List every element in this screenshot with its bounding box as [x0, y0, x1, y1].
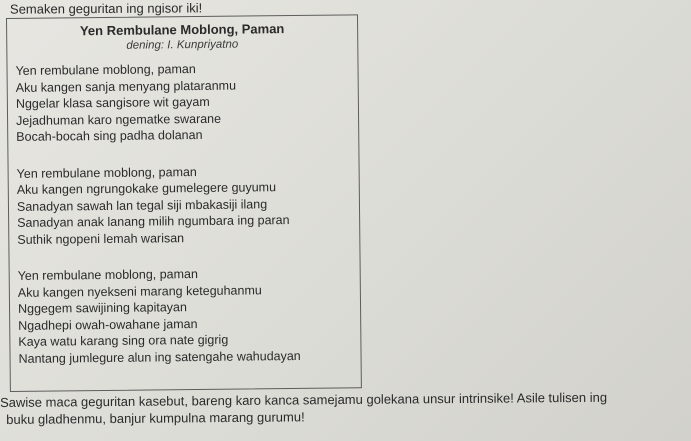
stanza-3 [18, 265, 301, 367]
poem-line: Aku kangen sanja menyang plataranmu [15, 78, 237, 95]
stanza-1 [15, 60, 298, 145]
poem-line: Sanadyan sawah lan tegal siji mbakasiji ilang [16, 196, 268, 214]
poem-line: Aku kangen nyekseni marang keteguhanmu [17, 282, 262, 300]
poem-line: Ngadhepi owah-owahane jaman [18, 316, 198, 333]
assignment-line-1: Sawise maca geguritan kasebut, bareng karo kanca samejamu golekana unsur intrinsike! Asile tulisen ing [0, 389, 608, 410]
poem-line: Nantang jumlegure alun ing satengahe wahudayan [18, 348, 301, 366]
poem-line: Jejadhuman karo ngematke swarane [15, 111, 222, 128]
poem-line: Yen rembulane moblong, paman [17, 267, 198, 283]
poem-line: Yen rembulane moblong, paman [16, 164, 197, 181]
assignment-instruction [0, 389, 607, 428]
poem-box [6, 14, 362, 392]
stanza-2 [17, 162, 300, 247]
poem-line: Suthik ngopeni lemah warisan [17, 230, 185, 247]
poem-title: Yen Rembulane Moblong, Paman [79, 21, 285, 39]
poem-line: Kaya watu karang sing ora nate gigrig [18, 332, 229, 349]
poem-line: Yen rembulane moblong, paman [15, 62, 196, 78]
poem-stanzas [15, 60, 301, 387]
poem-line: Nggegem sawijining kapitayan [17, 300, 187, 316]
poem-line: Sanadyan anak lanang milih ngumbara ing paran [17, 213, 290, 230]
poem-author: dening: I. Kunpriyatno [126, 38, 239, 52]
poem-line: Nggelar klasa sangisore wit gayam [15, 94, 210, 111]
assignment-line-2: buku gladhenmu, banjur kumpulna marang gurumu! [6, 409, 305, 427]
instruction-text: Semaken geguritan ing ngisor iki! [9, 0, 203, 17]
poem-line: Aku kangen ngrungokake gumelegere guyumu [16, 180, 277, 197]
poem-line: Bocah-bocah sing padha dolanan [16, 127, 203, 144]
